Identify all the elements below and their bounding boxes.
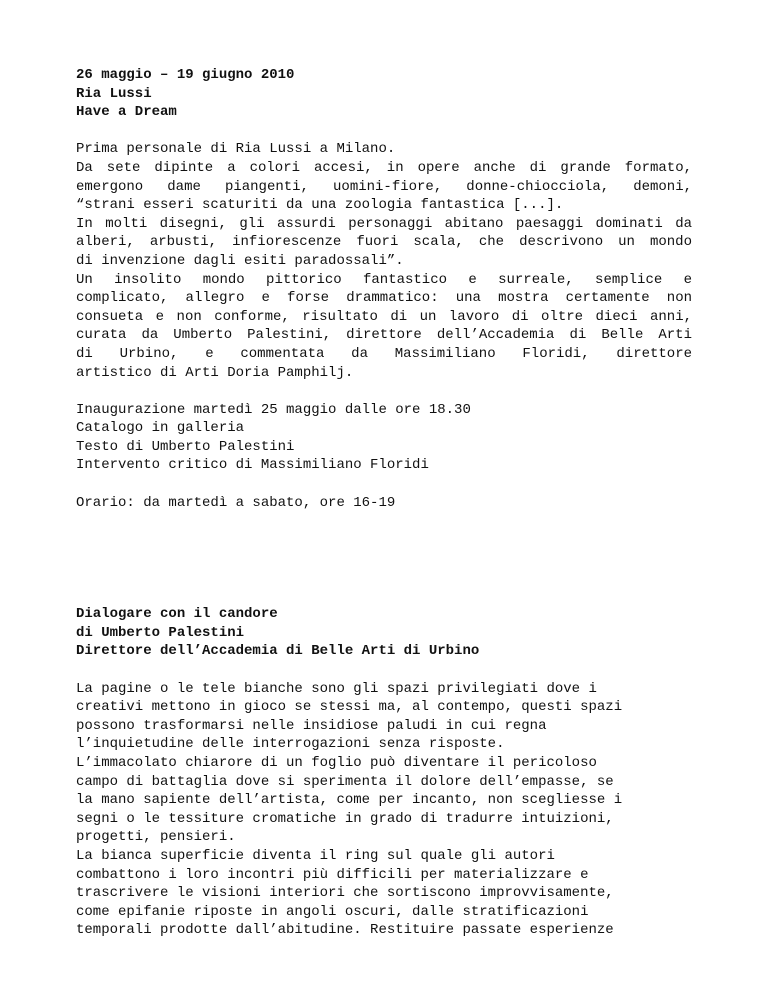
info-line: Catalogo in galleria	[76, 420, 245, 437]
intro-line: emergono dame piangenti, uomini-fiore, donne-chiocciola, demoni,	[76, 178, 692, 195]
intro-line: complicato, allegro e forse drammatico: una mostra certamente non	[76, 290, 692, 307]
essay-header	[76, 605, 692, 661]
essay-line: campo di battaglia dove si sperimenta il dolore dell’empasse, se	[76, 773, 614, 790]
essay-line: progetti, pensieri.	[76, 829, 236, 846]
essay-line: creativi mettono in gioco se stessi ma, al contempo, questi spazi	[76, 699, 623, 716]
opening-hours: Orario: da martedì a sabato, ore 16-19	[76, 494, 396, 511]
essay-line: temporali prodotte dall’abitudine. Restituire passate esperienze	[76, 922, 614, 939]
essay-line: segni o le tessiture cromatiche in grado di tradurre intuizioni,	[76, 810, 614, 827]
intro-line: alberi, arbusti, infiorescenze fuori scala, che descrivono un mondo	[76, 234, 692, 251]
essay-line: La pagine o le tele bianche sono gli spazi privilegiati dove i	[76, 680, 597, 697]
intro-line: consueta e non conforme, risultato di un lavoro di oltre dieci anni,	[76, 308, 692, 325]
spacer	[76, 475, 692, 494]
intro-line: Un insolito mondo pittorico fantastico e surreale, semplice e	[76, 271, 692, 288]
artist-name: Ria Lussi	[76, 85, 152, 102]
essay-line: L’immacolato chiarore di un foglio può diventare il pericoloso	[76, 755, 597, 771]
spacer	[76, 122, 692, 141]
intro-line: di Urbino, e commentata da Massimiliano Floridi, direttore	[76, 345, 692, 362]
essay-line: La bianca superficie diventa il ring sul quale gli autori	[76, 847, 555, 864]
essay-line: l’inquietudine delle interrogazioni senza risposte.	[76, 736, 505, 753]
intro-line: di invenzione dagli esiti paradossali”.	[76, 252, 404, 269]
essay-line: come epifanie riposte in angoli oscuri, dalle stratificazioni	[76, 903, 589, 920]
essay-line: possono trasformarsi nelle insidiose paludi in cui regna	[76, 717, 547, 734]
essay-title: Dialogare con il candore	[76, 606, 278, 623]
essay-line: combattono i loro incontri più difficili per materializzare e	[76, 866, 589, 883]
info-line: Testo di Umberto Palestini	[76, 438, 295, 455]
essay-body	[76, 680, 692, 940]
spacer	[76, 382, 692, 401]
info-line: Inaugurazione martedì 25 maggio dalle ore 18.30	[76, 401, 471, 418]
info-line: Intervento critico di Massimiliano Floridi	[76, 457, 429, 474]
spacer	[76, 661, 692, 680]
intro-paragraph	[76, 140, 692, 382]
intro-line: artistico di Arti Doria Pamphilj.	[76, 364, 354, 381]
essay-line: la mano sapiente dell’artista, come per incanto, non scegliesse i	[76, 792, 623, 809]
event-info	[76, 401, 692, 475]
exhibition-header	[76, 66, 692, 122]
essay-line: trascrivere le visioni interiori che sortiscono improvvisamente,	[76, 885, 614, 902]
exhibition-title: Have a Dream	[76, 104, 177, 121]
intro-line: In molti disegni, gli assurdi personaggi abitano paesaggi dominati da	[76, 215, 692, 232]
essay-author: di Umberto Palestini	[76, 624, 245, 641]
intro-line: Prima personale di Ria Lussi a Milano.	[76, 141, 396, 158]
intro-line: curata da Umberto Palestini, direttore dell’Accademia di Belle Arti	[76, 327, 692, 344]
intro-line: “strani esseri scaturiti da una zoologia fantastica [...].	[76, 197, 564, 214]
exhibition-dates: 26 maggio – 19 giugno 2010	[76, 67, 295, 83]
intro-line: Da sete dipinte a colori accesi, in opere anche di grande formato,	[76, 159, 692, 176]
spacer	[76, 512, 692, 605]
essay-author-role: Direttore dell’Accademia di Belle Arti di Urbino	[76, 643, 480, 660]
document-page	[76, 66, 692, 940]
